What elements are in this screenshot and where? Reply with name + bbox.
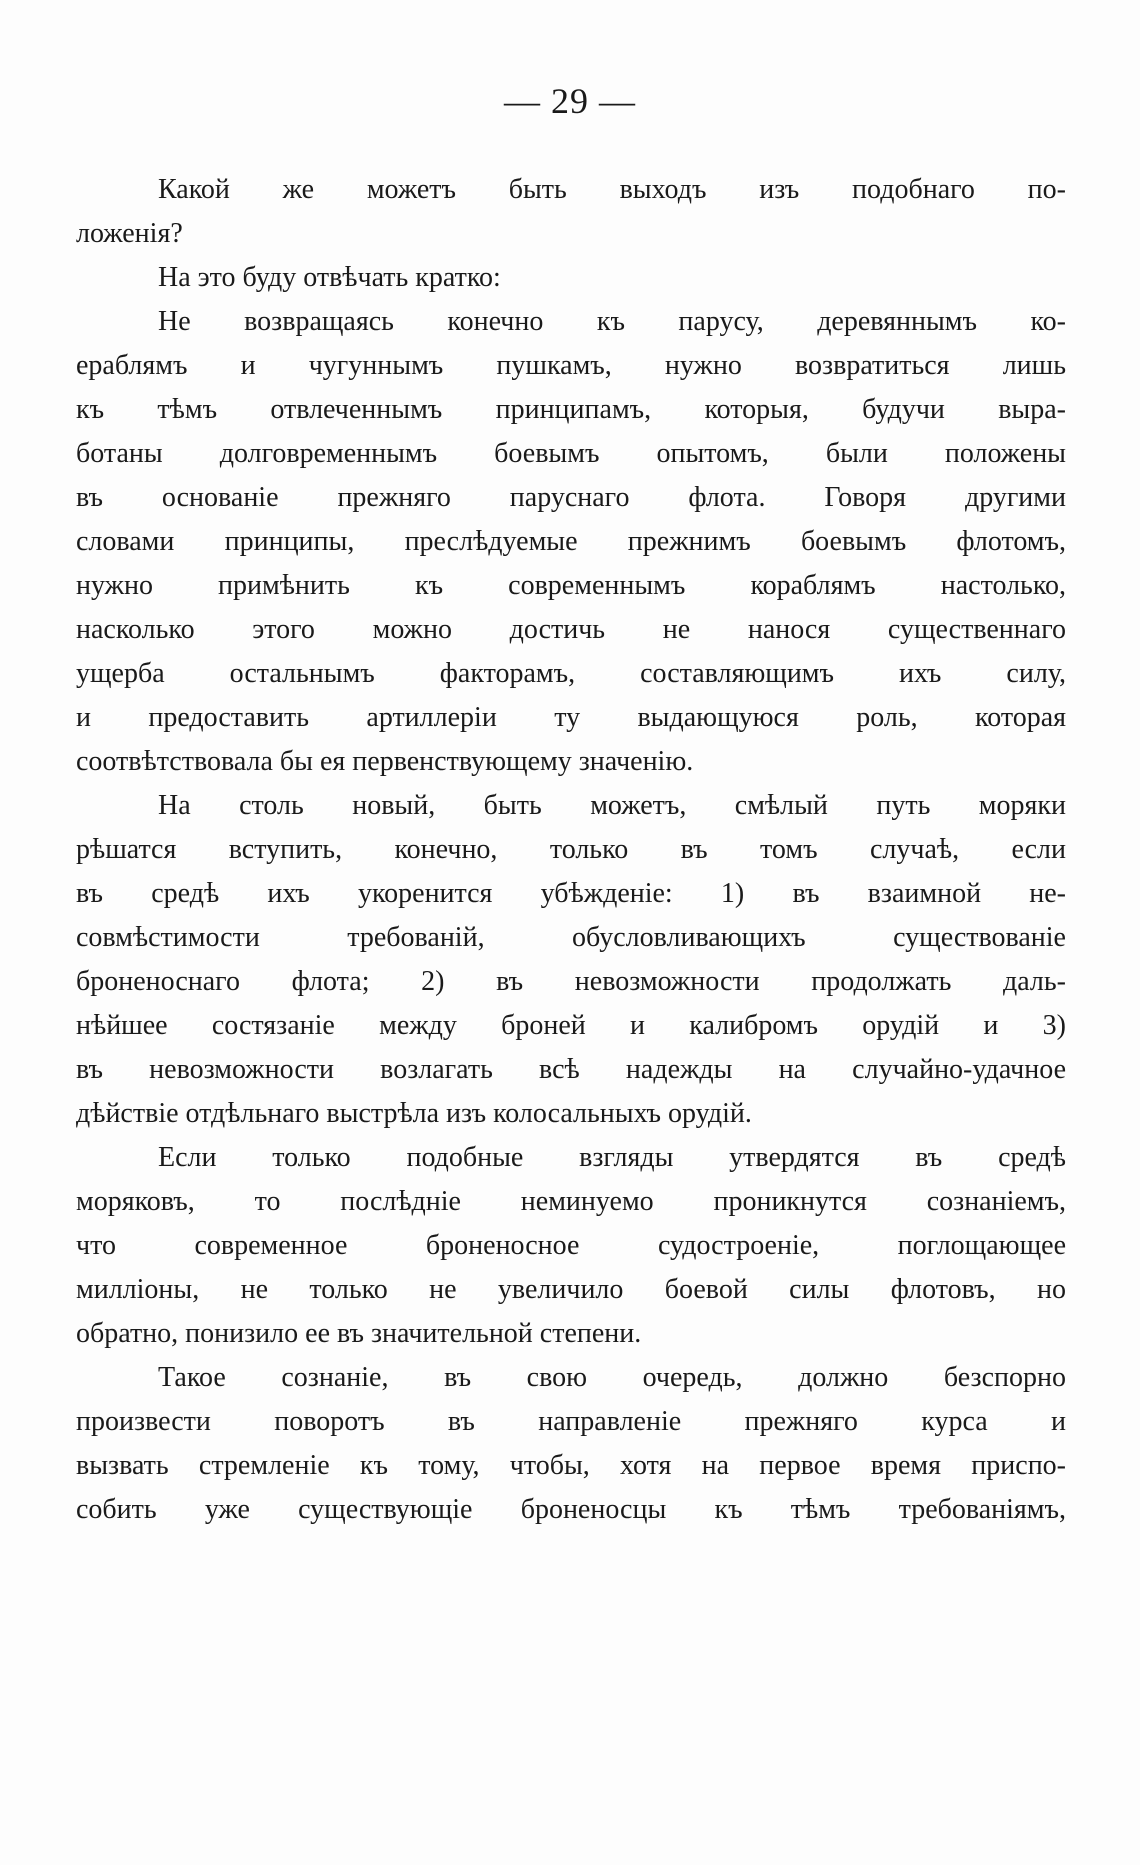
paragraph: [76, 256, 1066, 300]
text-line: нѣйшее состязаніе между броней и калибромъ орудій и 3): [76, 1010, 1066, 1041]
text-line: къ тѣмъ отвлеченнымъ принципамъ, которыя, будучи выра-: [76, 394, 1066, 425]
text-line: моряковъ, то послѣдніе неминуемо проникнутся сознаніемъ,: [76, 1186, 1066, 1217]
text-line: Не возвращаясь конечно къ парусу, деревяннымъ ко-: [158, 306, 1066, 337]
text-line: дѣйствіе отдѣльнаго выстрѣла изъ колосальныхъ орудій.: [76, 1098, 752, 1129]
text-line: въ невозможности возлагать всѣ надежды на случайно-удачное: [76, 1054, 1066, 1085]
text-line: милліоны, не только не увеличило боевой силы флотовъ, но: [76, 1274, 1066, 1305]
text-line: ботаны долговременнымъ боевымъ опытомъ, были положены: [76, 438, 1066, 469]
text-line: Такое сознаніе, въ свою очередь, должно безспорно: [158, 1362, 1066, 1393]
page-number: — 29 —: [504, 81, 636, 121]
body-text: [76, 168, 1066, 1532]
paragraph: [76, 1136, 1066, 1356]
text-line: что современное броненосное судостроеніе, поглощающее: [76, 1230, 1066, 1261]
text-line: въ средѣ ихъ укоренится убѣжденіе: 1) въ взаимной не-: [76, 878, 1066, 909]
text-line: въ основаніе прежняго паруснаго флота. Говоря другими: [76, 482, 1066, 513]
text-line: Какой же можетъ быть выходъ изъ подобнаго по-: [158, 174, 1066, 205]
paragraph: [76, 1356, 1066, 1532]
text-line: и предоставить артиллеріи ту выдающуюся роль, которая: [76, 702, 1066, 733]
text-line: ущерба остальнымъ факторамъ, составляющимъ ихъ силу,: [76, 658, 1066, 689]
text-line: нужно примѣнить къ современнымъ кораблямъ настолько,: [76, 570, 1066, 601]
text-line: обратно, понизило ее въ значительной степени.: [76, 1318, 642, 1349]
text-line: вызвать стремленіе къ тому, чтобы, хотя на первое время приспо-: [76, 1450, 1066, 1481]
text-line: броненоснаго флота; 2) въ невозможности продолжать даль-: [76, 966, 1066, 997]
text-line: произвести поворотъ въ направленіе прежняго курса и: [76, 1406, 1066, 1437]
text-line: На столь новый, быть можетъ, смѣлый путь моряки: [158, 790, 1066, 821]
text-line: рѣшатся вступить, конечно, только въ томъ случаѣ, если: [76, 834, 1066, 865]
text-line: Если только подобные взгляды утвердятся въ средѣ: [158, 1142, 1066, 1173]
text-line: собить уже существующіе броненосцы къ тѣмъ требованіямъ,: [76, 1494, 1066, 1525]
paragraph: [76, 300, 1066, 784]
text-line: ераблямъ и чугуннымъ пушкамъ, нужно возвратиться лишь: [76, 350, 1066, 381]
text-line: насколько этого можно достичь не нанося существеннаго: [76, 614, 1066, 645]
text-line: ложенія?: [76, 218, 183, 249]
text-line: совмѣстимости требованій, обусловливающихъ существованіе: [76, 922, 1066, 953]
paragraph: [76, 784, 1066, 1136]
text-line: На это буду отвѣчать кратко:: [158, 262, 501, 293]
paragraph: [76, 168, 1066, 256]
text-line: соотвѣтствовала бы ея первенствующему значенію.: [76, 746, 694, 777]
text-line: словами принципы, преслѣдуемые прежнимъ боевымъ флотомъ,: [76, 526, 1066, 557]
